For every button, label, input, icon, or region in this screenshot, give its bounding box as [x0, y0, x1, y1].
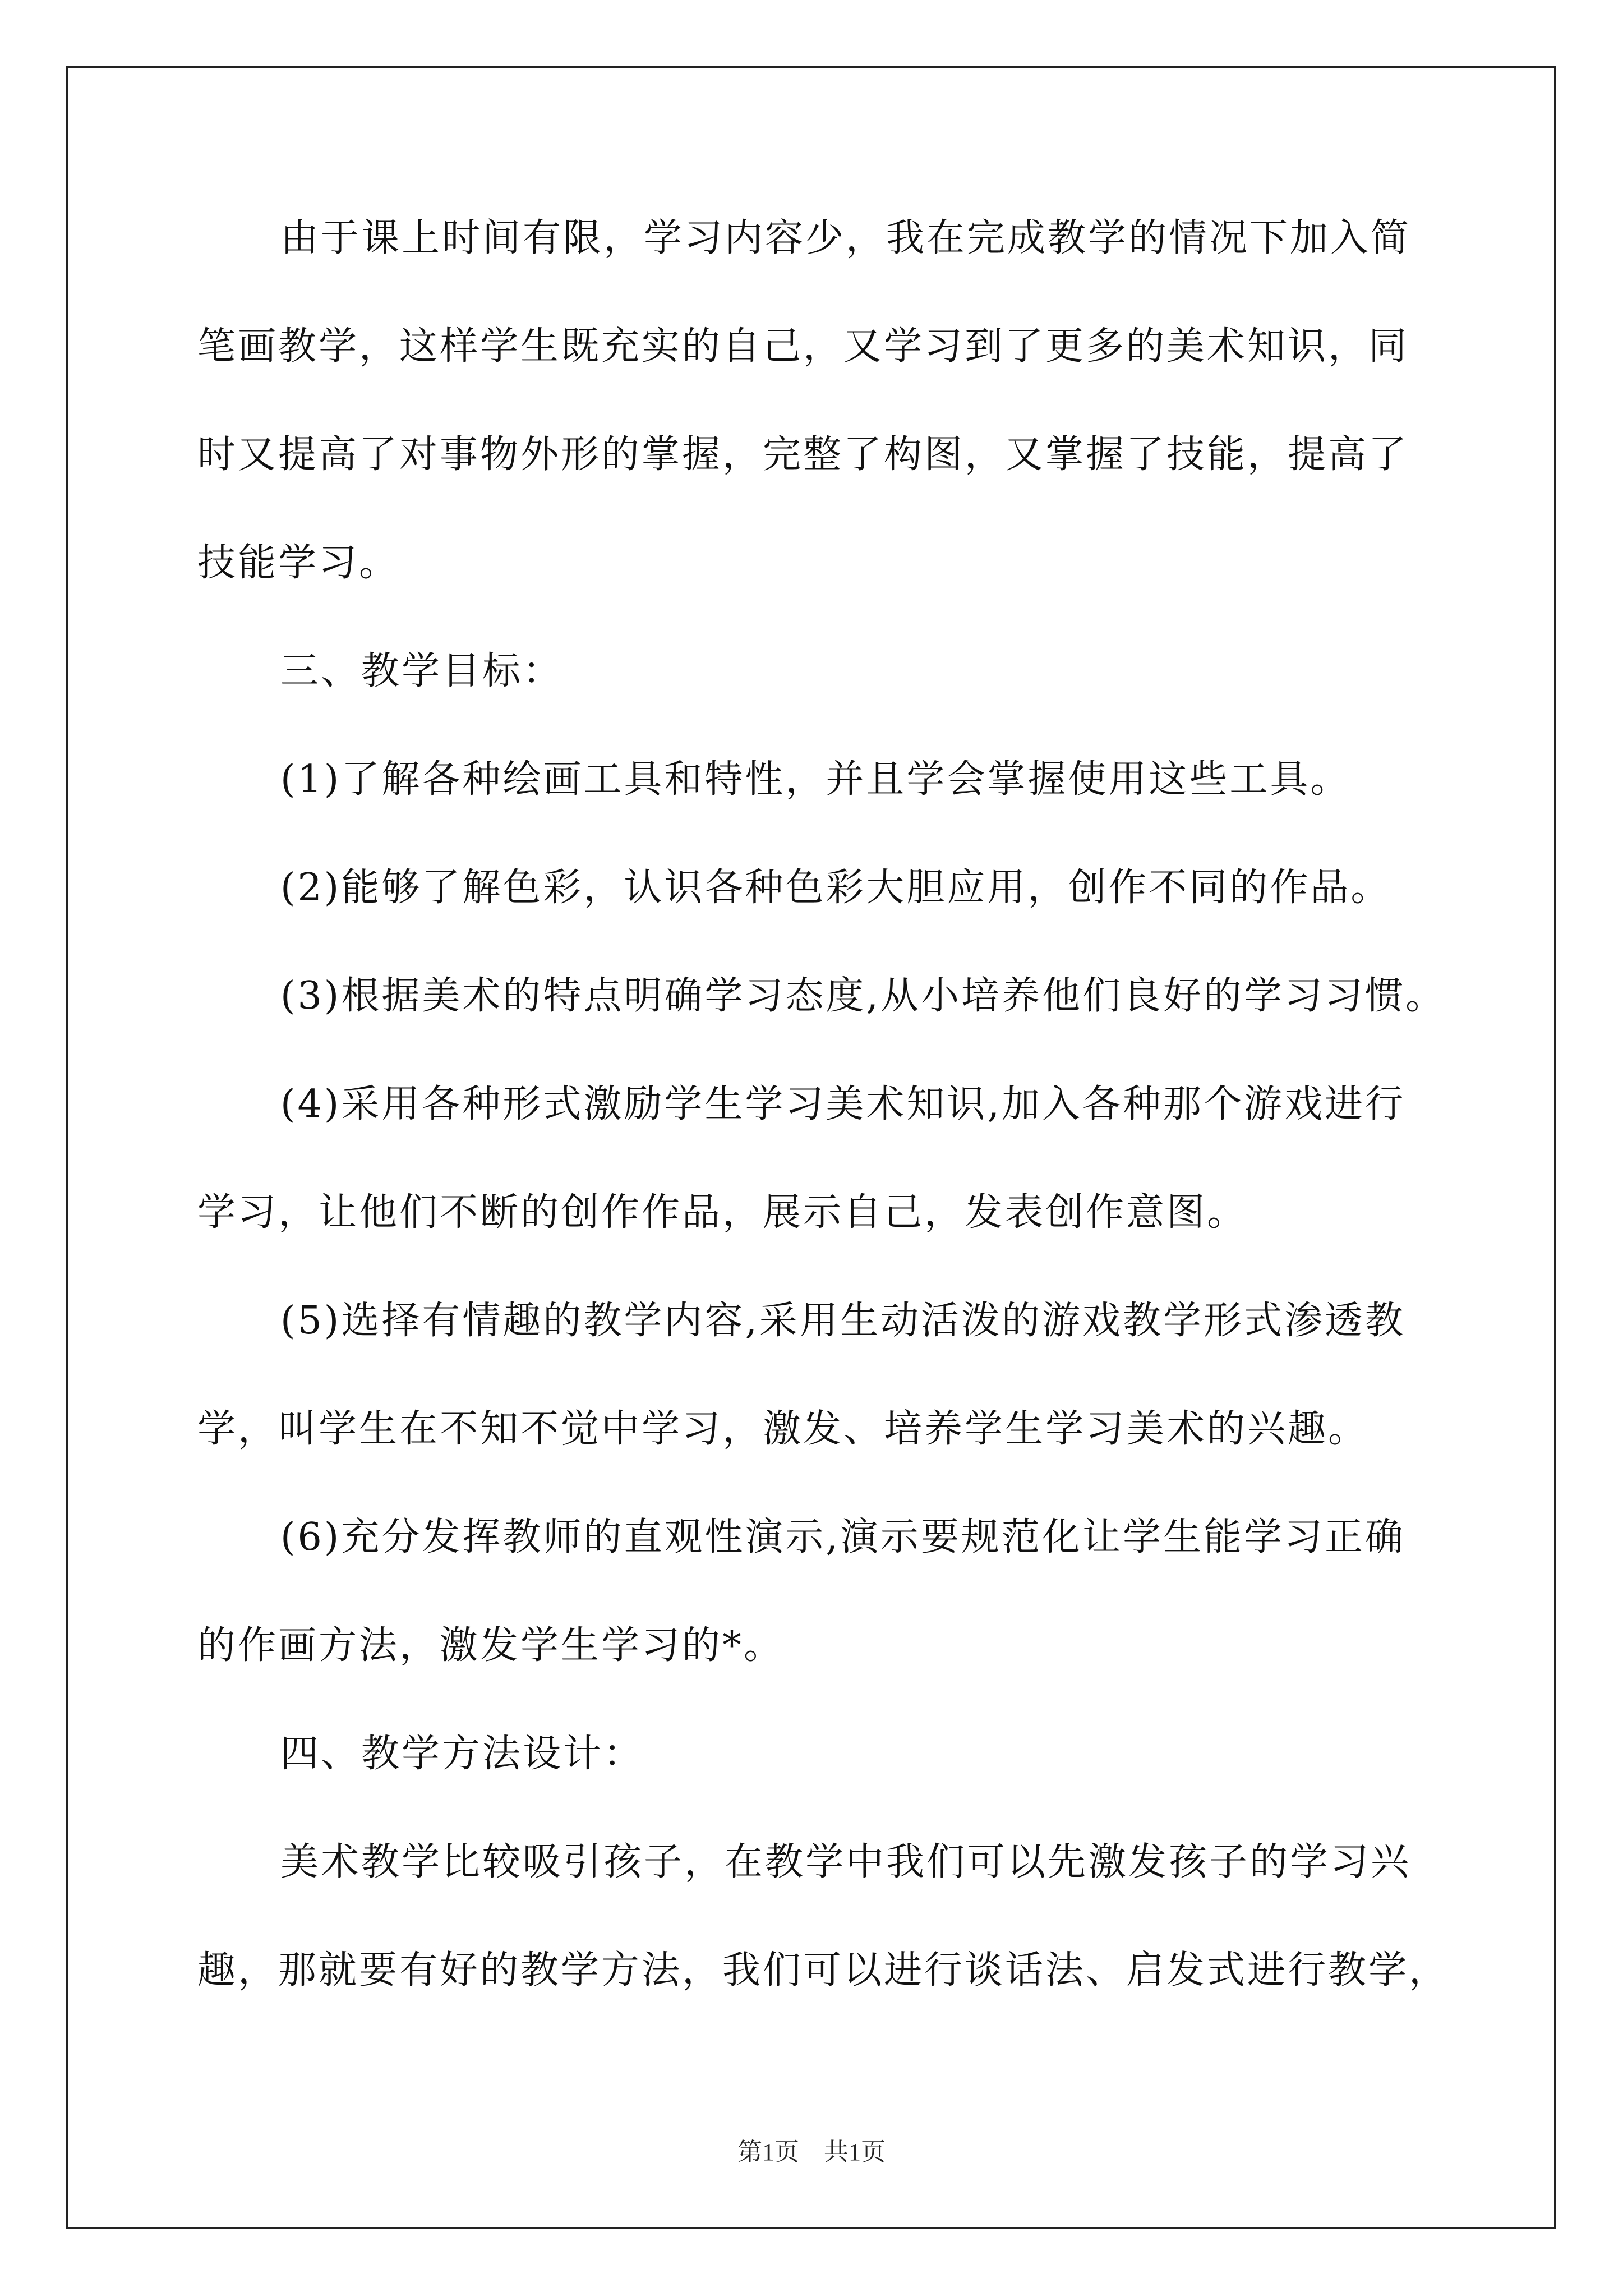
text-line: (3)根据美术的特点明确学习态度,从小培养他们良好的学习习惯。 [280, 974, 1446, 1018]
document-body [197, 216, 1450, 2056]
text-line: (1)了解各种绘画工具和特性，并且学会掌握使用这些工具。 [280, 757, 1351, 802]
section-heading: 三、教学目标： [280, 649, 564, 693]
text-line: (4)采用各种形式激励学生学习美术知识,加入各种那个游戏进行 [280, 1082, 1405, 1126]
text-line: 时又提高了对事物外形的掌握，完整了构图，又掌握了技能，提高了 [197, 432, 1409, 477]
text-line: 技能学习。 [197, 541, 400, 585]
text-line: 学，叫学生在不知不觉中学习，激发、培养学生学习美术的兴趣。 [197, 1407, 1369, 1451]
page-number-footer: 第1页 共1页 [737, 2138, 886, 2166]
text-line: 趣，那就要有好的教学方法，我们可以进行谈话法、启发式进行教学， [197, 1948, 1450, 1993]
text-line: 由于课上时间有限，学习内容少，我在完成教学的情况下加入简 [280, 216, 1412, 260]
text-line: 美术教学比较吸引孩子，在教学中我们可以先激发孩子的学习兴 [280, 1840, 1412, 1884]
text-line: (5)选择有情趣的教学内容,采用生动活泼的游戏教学形式渗透教 [280, 1299, 1405, 1343]
text-line: (6)充分发挥教师的直观性演示,演示要规范化让学生能学习正确 [280, 1515, 1405, 1559]
section-heading: 四、教学方法设计： [280, 1732, 644, 1776]
text-line: 的作画方法，激发学生学习的*。 [197, 1623, 785, 1668]
text-line: 学习，让他们不断的创作作品，展示自己，发表创作意图。 [197, 1190, 1248, 1235]
text-line: (2)能够了解色彩，认识各种色彩大胆应用，创作不同的作品。 [280, 866, 1391, 910]
text-line: 笔画教学，这样学生既充实的自己，又学习到了更多的美术知识，同 [197, 324, 1409, 369]
